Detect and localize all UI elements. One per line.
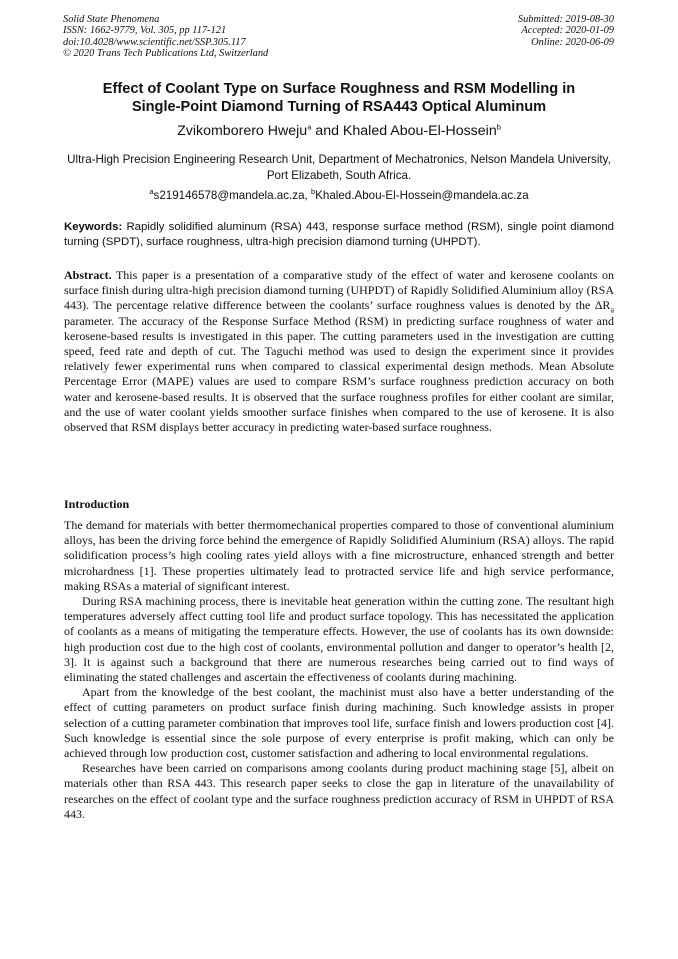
journal-doi: doi:10.4028/www.scientific.net/SSP.305.117 [63, 36, 246, 48]
abstract-text-2: parameter. The accuracy of the Response Surface Method (RSM) in predicting surface roughness of water and kerosene-based results is investigated in this paper. The cutting parameters used in the investigation are cutting speed, feed rate and depth of cut. The Taguchi method was used to design the experiment since it provides relatively fewer experimental runs when compared to classical experimental design methods. Mean Absolute Percentage Error (MAPE) values are used to compare RSM’s surface roughness prediction accuracy on both water and kerosene-based results. It is observed that the surface roughness profiles for either coolant are similar, and the use of water coolant yields smoother surface finishes when compared to the use of kerosene. It is also observed that RSM displays better accuracy in predicting water-based surface roughness. [64, 313, 614, 435]
intro-paragraph: The demand for materials with better thermomechanical properties compared to those of conventional aluminium alloys, has been the driving force behind the emergence of Rapidly Solidified Aluminium (RSA) alloys. The rapid solidification process’s high cooling rates yield alloys with a fine microstructure, enhanced strength and better microhardness [1]. These properties ultimately lead to protracted service life and high service performance, making RSAs a material of significant interest. [64, 518, 614, 593]
author-2: Khaled Abou-El-Hossein [342, 123, 497, 139]
abstract-text-1: This paper is a presentation of a comparative study of the effect of water and kerosene coolants on surface finish during ultra-high precision diamond turning (UHPDT) of Rapidly Solidified Aluminium alloy (RSA 443). The percentage relative difference between the coolants’ surface roughness values is denoted by the ΔR [64, 268, 614, 313]
author-conjunction: and [311, 123, 343, 139]
author-1-marker: a [307, 122, 312, 132]
intro-paragraph: During RSA machining process, there is inevitable heat generation within the cutting zone. The resultant high temperatures adversely affect cutting tool life and product surface topology. This has necessitated the application of coolants as a means of mitigating the temperature effects. However, the use of coolants has its own downside: high production cost due to the high cost of coolants, environmental pollution and danger to operator’s health [2, 3]. It is against such a background that there are numerous researches being carried out to find ways of eliminating the stated challenges and ascertain the effectiveness of coolants during machining. [64, 594, 614, 685]
journal-copyright: © 2020 Trans Tech Publications Ltd, Switzerland [63, 48, 269, 60]
keywords-section [64, 220, 614, 250]
abstract-label: Abstract. [64, 268, 112, 282]
journal-issn: ISSN: 1662-9779, Vol. 305, pp 117-121 [63, 25, 227, 37]
intro-paragraph: Apart from the knowledge of the best coolant, the machinist must also have a better understanding of the effect of cutting parameters on product surface finish during machining. Such knowledge assists in proper selection of a cutting parameter combination that improves tool life, surface finish and lowers production cost [4]. Such knowledge is essential since the sole purpose of every enterprise is profit making, which can only be achieved through low production cost, customer satisfaction and adhering to local environmental regulations. [64, 685, 614, 761]
journal-name: Solid State Phenomena [63, 14, 160, 25]
dates-header [518, 14, 614, 48]
journal-header [63, 14, 268, 60]
keywords-label: Keywords: [64, 221, 123, 233]
accepted-date: Accepted: 2020-01-09 [521, 25, 614, 37]
submitted-date: Submitted: 2019-08-30 [517, 14, 614, 25]
abstract-subscript: a [610, 305, 614, 315]
email-separator: , [304, 189, 311, 202]
introduction-body [64, 518, 614, 822]
email-a-marker: a [149, 187, 154, 197]
keywords-text: Rapidly solidified aluminum (RSA) 443, response surface method (RSM), single point diamond turning (SPDT), surface roughness, ultra-high precision diamond turning (UHPDT). [64, 221, 614, 248]
abstract-section [64, 268, 614, 435]
email-a[interactable]: s219146578@mandela.ac.za [153, 189, 305, 202]
author-emails [40, 188, 638, 203]
affiliation: Ultra-High Precision Engineering Research Unit, Department of Mechatronics, Nelson Mandela University, Port Elizabeth, South Africa. [67, 153, 611, 182]
paper-title [40, 80, 638, 116]
introduction-heading: Introduction [64, 497, 130, 511]
author-list [40, 122, 638, 140]
title-line-1: Effect of Coolant Type on Surface Roughness and RSM Modelling in [102, 81, 576, 97]
online-date: Online: 2020-06-09 [531, 36, 614, 48]
author-2-marker: b [496, 122, 501, 132]
email-b-marker: b [310, 187, 316, 197]
title-line-2: Single-Point Diamond Turning of RSA443 Optical Aluminum [131, 99, 547, 115]
intro-paragraph: Researches have been carried on comparisons among coolants during product machining stage [5], albeit on materials other than RSA 443. This research paper seeks to close the gap in literature of the unavailability of researches on the effect of coolant type and the surface roughness prediction accuracy of RSM in UHPDT of RSA 443. [64, 761, 614, 821]
author-1: Zvikomborero Hweju [177, 123, 308, 139]
email-b[interactable]: Khaled.Abou-El-Hossein@mandela.ac.za [315, 189, 529, 202]
